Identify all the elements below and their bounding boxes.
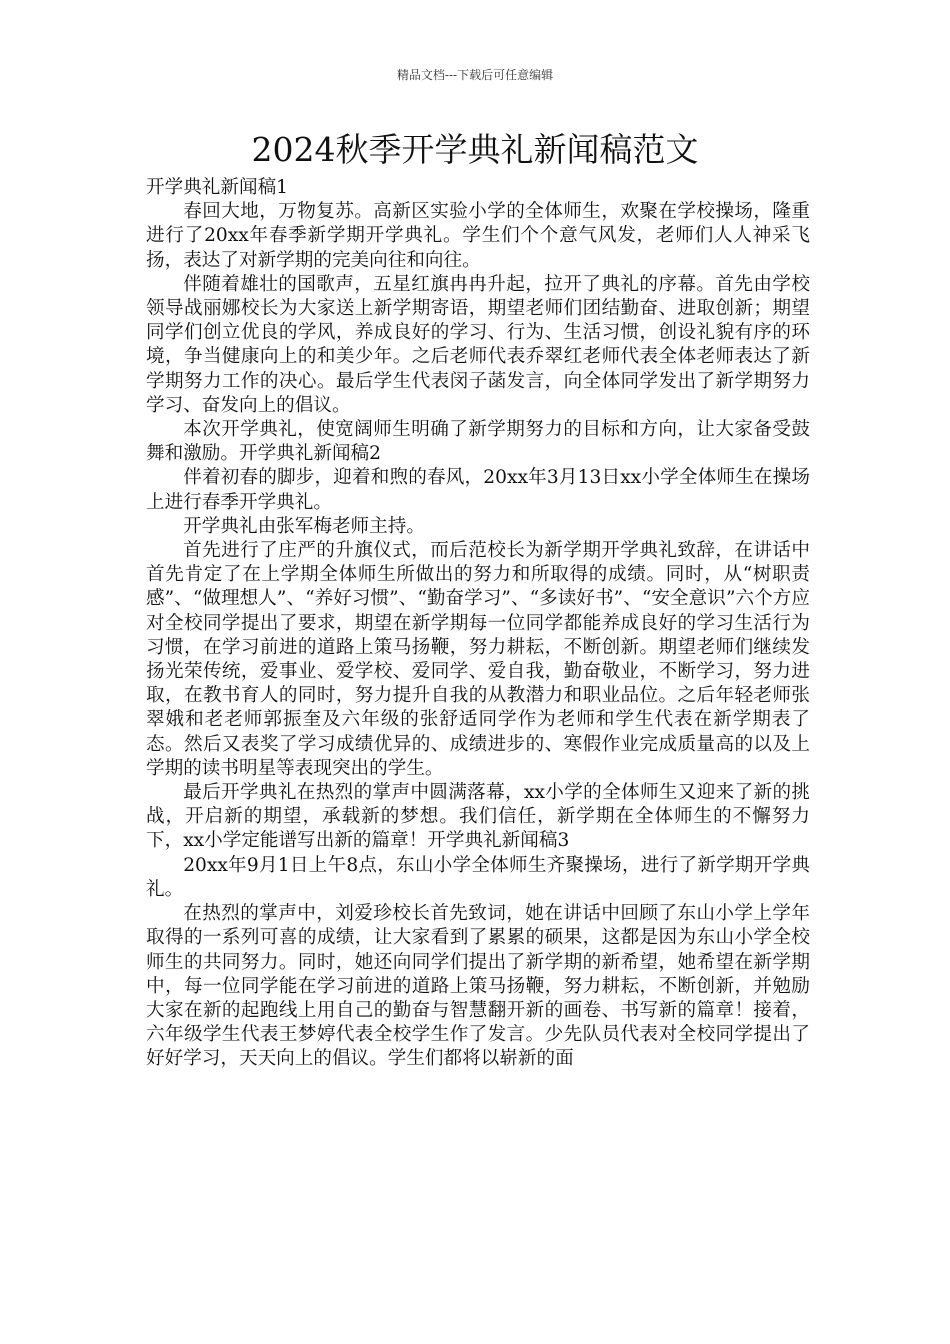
paragraph: 最后开学典礼在热烈的掌声中圆满落幕，xx小学的全体师生又迎来了新的挑战，开启新的期望，承载新的梦想。我们信任，新学期在全体师生的不懈努力下，xx小学定能谱写出新的篇章！开学典礼新闻稿3 xyxy=(146,782,810,852)
paragraph: 伴着初春的脚步，迎着和煦的春风，20xx年3月13日xx小学全体师生在操场上进行春季开学典礼。 xyxy=(146,467,810,513)
subheading-1: 开学典礼新闻稿1 xyxy=(146,177,288,198)
paragraph: 20xx年9月1日上午8点，东山小学全体师生齐聚操场，进行了新学期开学典礼。 xyxy=(146,854,810,900)
paragraph: 春回大地，万物复苏。高新区实验小学的全体师生，欢聚在学校操场，隆重进行了20xx年春季新学期开学典礼。学生们个个意气风发，老师们人人神采飞扬，表达了对新学期的完美向往和向往。 xyxy=(146,201,810,271)
paragraph: 开学典礼由张军梅老师主持。 xyxy=(183,515,425,537)
document-title: 2024秋季开学典礼新闻稿范文 xyxy=(251,130,699,169)
header-note: 精品文档---下载后可任意编辑 xyxy=(396,68,554,82)
document-body xyxy=(146,176,810,1072)
paragraph: 首先进行了庄严的升旗仪式，而后范校长为新学期开学典礼致辞，在讲话中首先肯定了在上学期全体师生所做出的努力和所取得的成绩。同时，从“树职责感”、“做理想人”、“养好习惯”、“勤奋学习”、“多读好书”、“安全意识”六个方应对全校同学提出了要求，期望在新学期每一位同学都能养成良好的学习生活行为习惯，在学习前进的道路上策马扬鞭，努力耕耘，不断创新。期望老师们继续发扬光荣传统，爱事业、爱学校、爱同学、爱自我，勤奋敬业，不断学习，努力进取，在教书育人的同时，努力提升自我的从教潜力和职业品位。之后年轻老师张翠娥和老老师郭振奎及六年级的张舒适同学作为老师和学生代表在新学期表了态。然后又表奖了学习成绩优异的、成绩进步的、寒假作业完成质量高的以及上学期的读书明星等表现突出的学生。 xyxy=(146,540,810,779)
paragraph: 在热烈的掌声中，刘爱珍校长首先致词，她在讲话中回顾了东山小学上学年取得的一系列可喜的成绩，让大家看到了累累的硕果，这都是因为东山小学全校师生的共同努力。同时，她还向同学们提出了新学期的新希望，她希望在新学期中，每一位同学能在学习前进的道路上策马扬鞭，努力耕耘，不断创新，并勉励大家在新的起跑线上用自己的勤奋与智慧翻开新的画卷、书写新的篇章！接着，六年级学生代表王梦婷代表全校学生作了发言。少先队员代表对全校同学提出了好好学习，天天向上的倡议。学生们都将以崭新的面 xyxy=(146,903,810,1070)
paragraph: 本次开学典礼，使宽阔师生明确了新学期努力的目标和方向，让大家备受鼓舞和激励。开学典礼新闻稿2 xyxy=(146,419,810,465)
paragraph: 伴随着雄壮的国歌声，五星红旗冉冉升起，拉开了典礼的序幕。首先由学校领导战丽娜校长为大家送上新学期寄语，期望老师们团结勤奋、进取创新；期望同学们创立优良的学风，养成良好的学习、行为、生活习惯，创设礼貌有序的环境，争当健康向上的和美少年。之后老师代表乔翠红老师代表全体老师表达了新学期努力工作的决心。最后学生代表闵子菡发言，向全体同学发出了新学期努力学习、奋发向上的倡议。 xyxy=(146,273,810,416)
